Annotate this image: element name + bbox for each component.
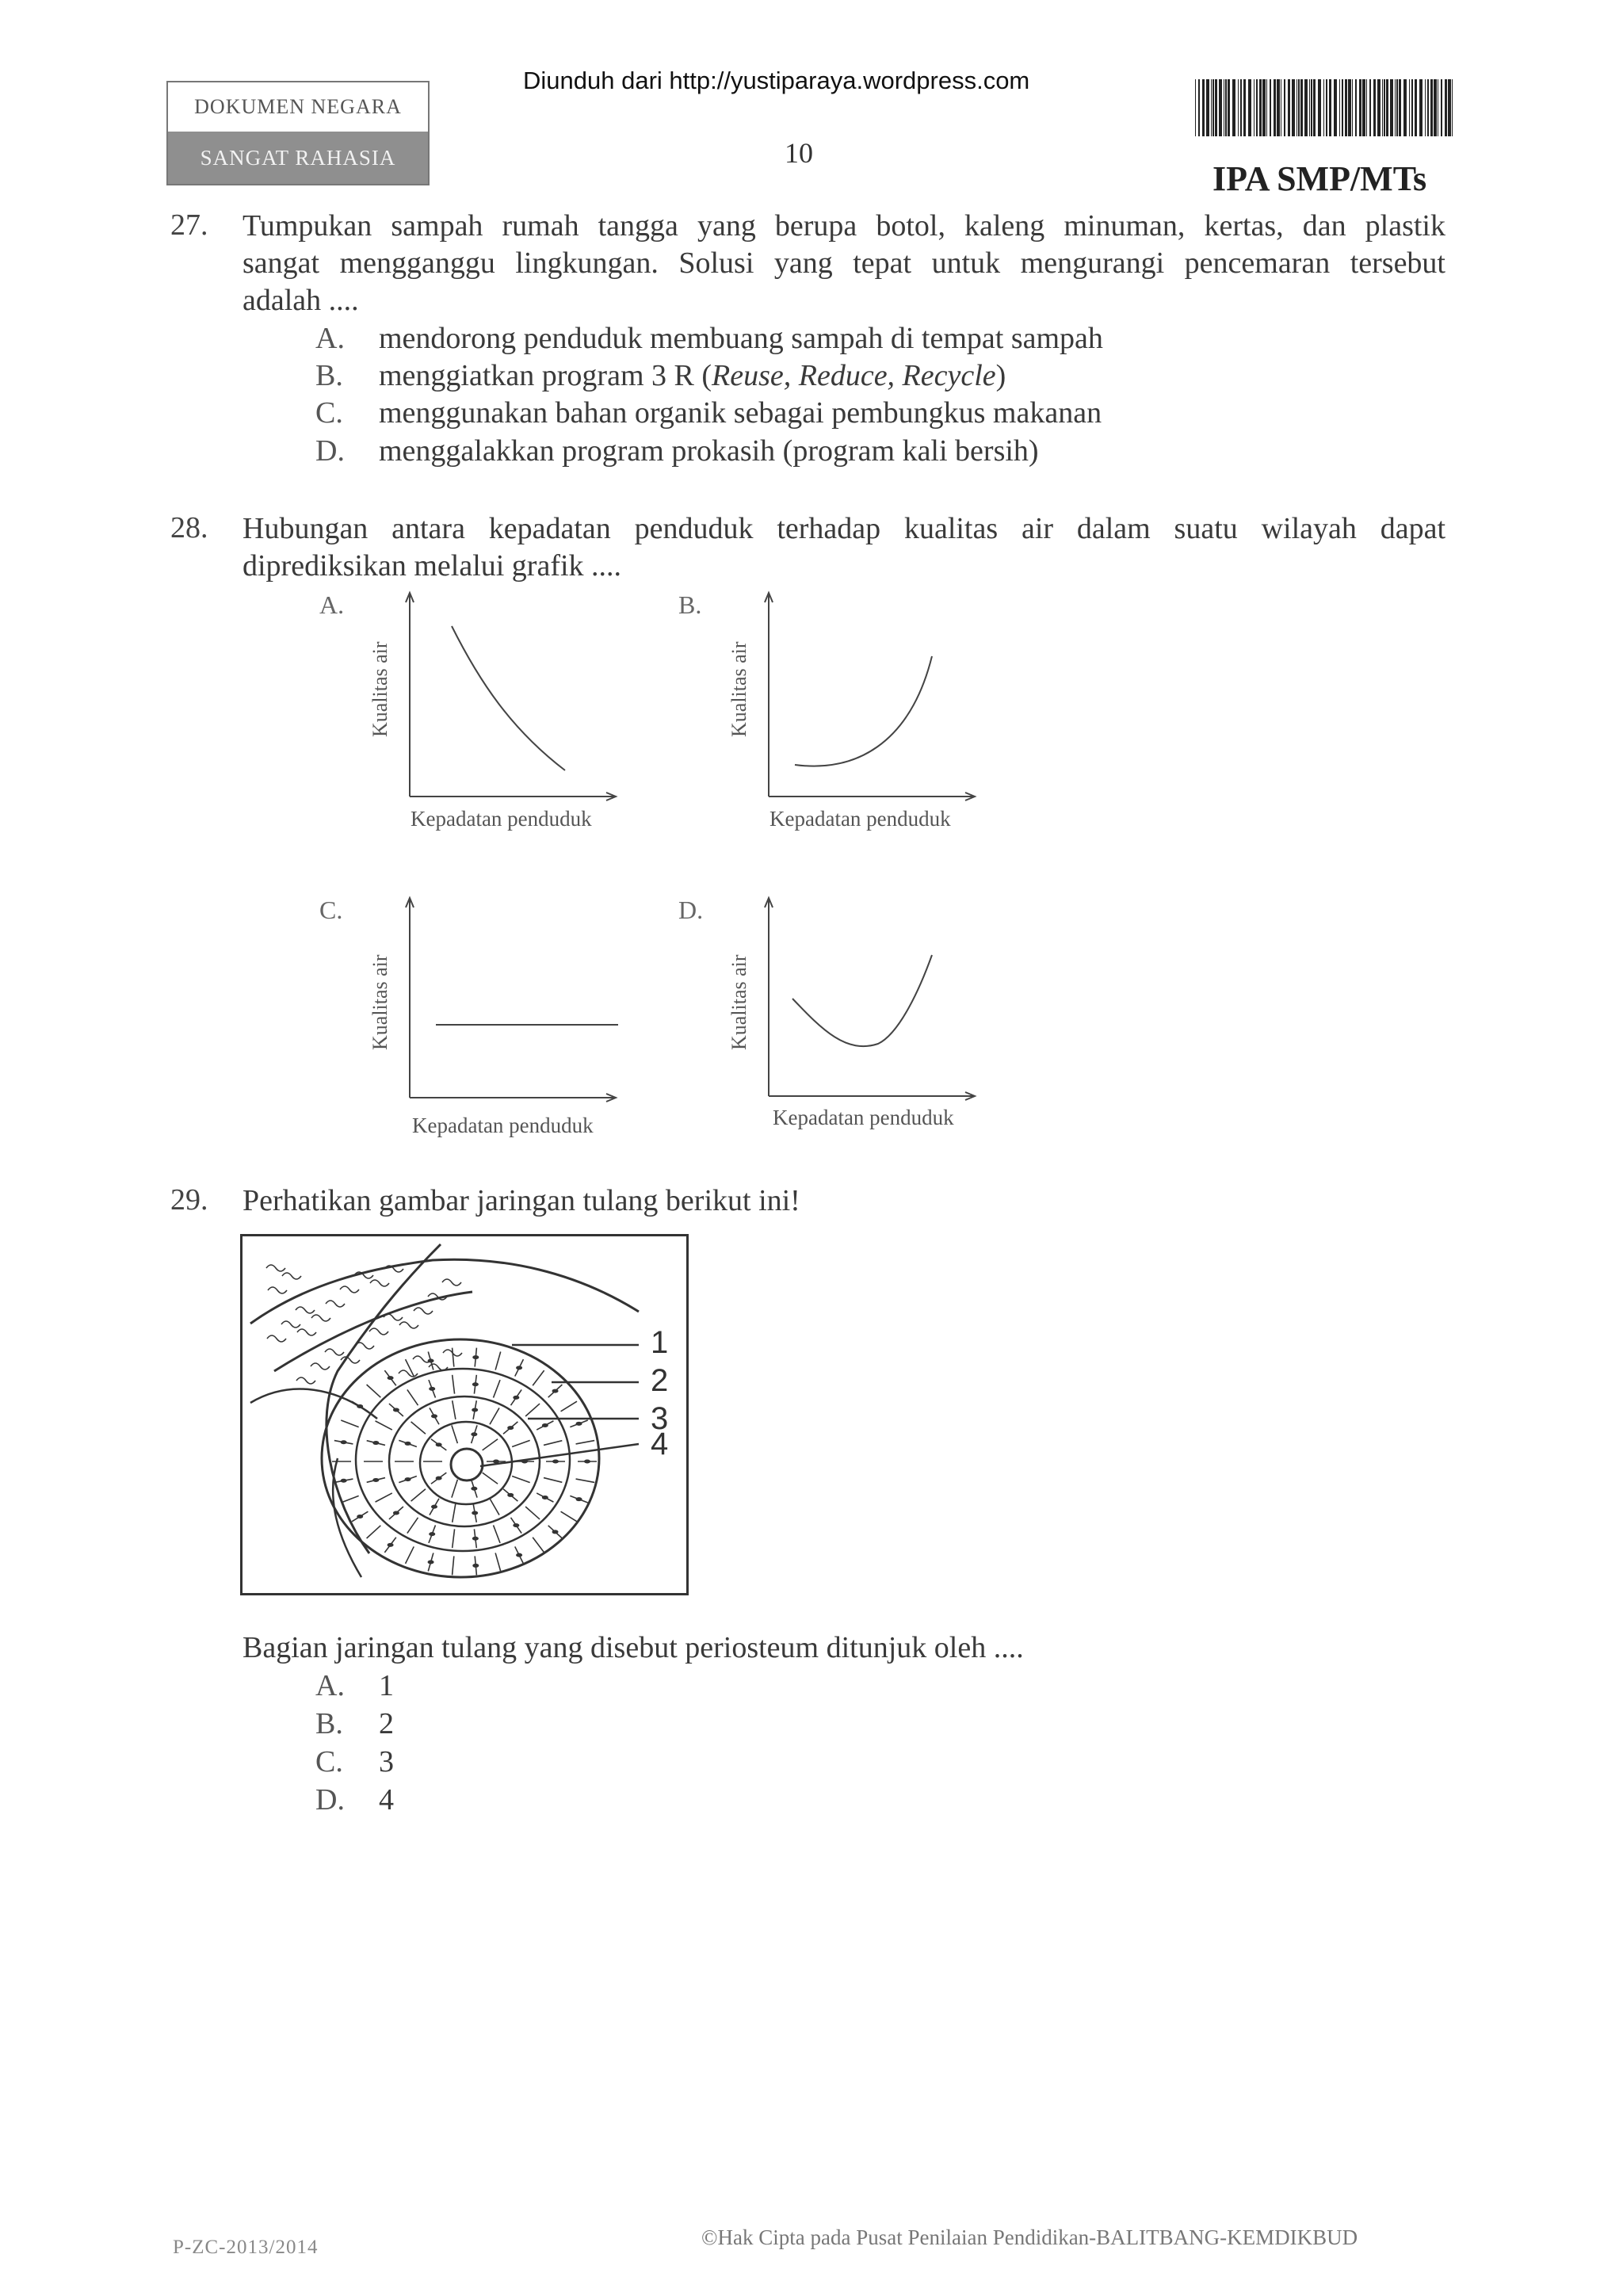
option-text-end: ) xyxy=(995,359,1006,392)
figure-label-2: 2 xyxy=(651,1363,669,1398)
barcode-graphic xyxy=(1195,79,1457,136)
option-letter: B. xyxy=(315,1707,343,1740)
graph-b-plot xyxy=(672,586,989,840)
option-letter: C. xyxy=(315,396,343,430)
q27-option-d[interactable] xyxy=(315,433,1039,470)
option-text-italic: Reuse, Reduce, Recycle xyxy=(712,359,996,392)
option-text: menggiatkan program 3 R ( xyxy=(379,359,712,392)
option-letter: D. xyxy=(315,434,345,468)
bone-tissue-figure xyxy=(240,1234,689,1595)
q29-prompt: Perhatikan gambar jaringan tulang berikut ini! xyxy=(242,1184,800,1217)
q27-option-a[interactable] xyxy=(315,320,1103,357)
q29-number: 29. xyxy=(170,1183,208,1217)
q29-option-c[interactable] xyxy=(315,1744,394,1781)
q29-option-d[interactable] xyxy=(315,1782,394,1819)
figure-label-4: 4 xyxy=(651,1427,669,1461)
curve-increasing xyxy=(795,656,932,766)
footer-code: P-ZC-2013/2014 xyxy=(173,2237,319,2258)
graph-d-letter: D. xyxy=(678,896,704,924)
q29-option-b[interactable] xyxy=(315,1706,394,1743)
graph-d-xlabel: Kepadatan penduduk xyxy=(773,1106,954,1129)
option-text: 2 xyxy=(379,1707,394,1740)
page-number: 10 xyxy=(785,137,813,169)
q27-option-b[interactable] xyxy=(315,357,1006,395)
curve-u-shape xyxy=(792,955,932,1046)
bone-tissue-illustration xyxy=(242,1236,686,1593)
stamp-bottom-text: SANGAT RAHASIA xyxy=(168,132,428,184)
stamp-top-text: DOKUMEN NEGARA xyxy=(194,95,402,118)
classification-stamp xyxy=(166,81,430,185)
option-text: menggunakan bahan organik sebagai pembungkus makanan xyxy=(379,396,1102,430)
option-letter: A. xyxy=(315,1669,345,1702)
graph-a-plot xyxy=(313,586,630,840)
option-letter: B. xyxy=(315,359,343,392)
graph-c-letter: C. xyxy=(319,896,343,924)
option-text: 3 xyxy=(379,1745,394,1778)
q27-number: 27. xyxy=(170,208,208,242)
graph-a-letter: A. xyxy=(319,590,345,619)
curve-decreasing xyxy=(452,626,565,770)
source-line: Diunduh dari http://yustiparaya.wordpress.com xyxy=(523,67,1030,94)
q28-number: 28. xyxy=(170,511,208,544)
q29-option-a[interactable] xyxy=(315,1668,394,1705)
option-text: menggalakkan program prokasih (program kali bersih) xyxy=(379,434,1039,468)
figure-label-3: 3 xyxy=(651,1401,669,1436)
graph-c-ylabel: Kualitas air xyxy=(369,954,391,1050)
graph-c[interactable] xyxy=(313,892,630,1145)
q27-option-c[interactable] xyxy=(315,395,1102,432)
graph-b-ylabel: Kualitas air xyxy=(727,641,750,737)
q29-question: Bagian jaringan tulang yang disebut periosteum ditunjuk oleh .... xyxy=(242,1631,1024,1664)
q27-line-3: adalah .... xyxy=(242,284,359,317)
option-text: mendorong penduduk membuang sampah di tempat sampah xyxy=(379,322,1103,355)
q27-line-2: sangat mengganggu lingkungan. Solusi yang tepat untuk mengurangi pencemaran tersebut xyxy=(242,246,1445,280)
graph-c-plot xyxy=(313,892,630,1145)
option-text: 1 xyxy=(379,1669,394,1702)
footer-copyright: ©Hak Cipta pada Pusat Penilaian Pendidikan-BALITBANG-KEMDIKBUD xyxy=(701,2225,1358,2249)
graph-b-letter: B. xyxy=(678,590,702,619)
option-text: 4 xyxy=(379,1783,394,1817)
q28-line-1: Hubungan antara kepadatan penduduk terhadap kualitas air dalam suatu wilayah dapat xyxy=(242,512,1445,545)
graph-d[interactable] xyxy=(672,892,989,1145)
graph-c-xlabel: Kepadatan penduduk xyxy=(412,1114,594,1137)
figure-label-1: 1 xyxy=(651,1325,669,1360)
graph-a-xlabel: Kepadatan penduduk xyxy=(411,807,592,831)
barcode xyxy=(1195,79,1457,136)
graph-b-xlabel: Kepadatan penduduk xyxy=(769,807,951,831)
graph-a[interactable] xyxy=(313,586,630,840)
graph-b[interactable] xyxy=(672,586,989,840)
q28-line-2: diprediksikan melalui grafik .... xyxy=(242,549,622,583)
option-letter: C. xyxy=(315,1745,343,1778)
graph-d-ylabel: Kualitas air xyxy=(727,954,750,1050)
q27-line-1: Tumpukan sampah rumah tangga yang berupa botol, kaleng minuman, kertas, dan plastik xyxy=(242,209,1445,243)
graph-a-ylabel: Kualitas air xyxy=(369,641,391,737)
subject-title: IPA SMP/MTs xyxy=(1212,159,1427,198)
option-letter: D. xyxy=(315,1783,345,1817)
option-letter: A. xyxy=(315,322,345,355)
